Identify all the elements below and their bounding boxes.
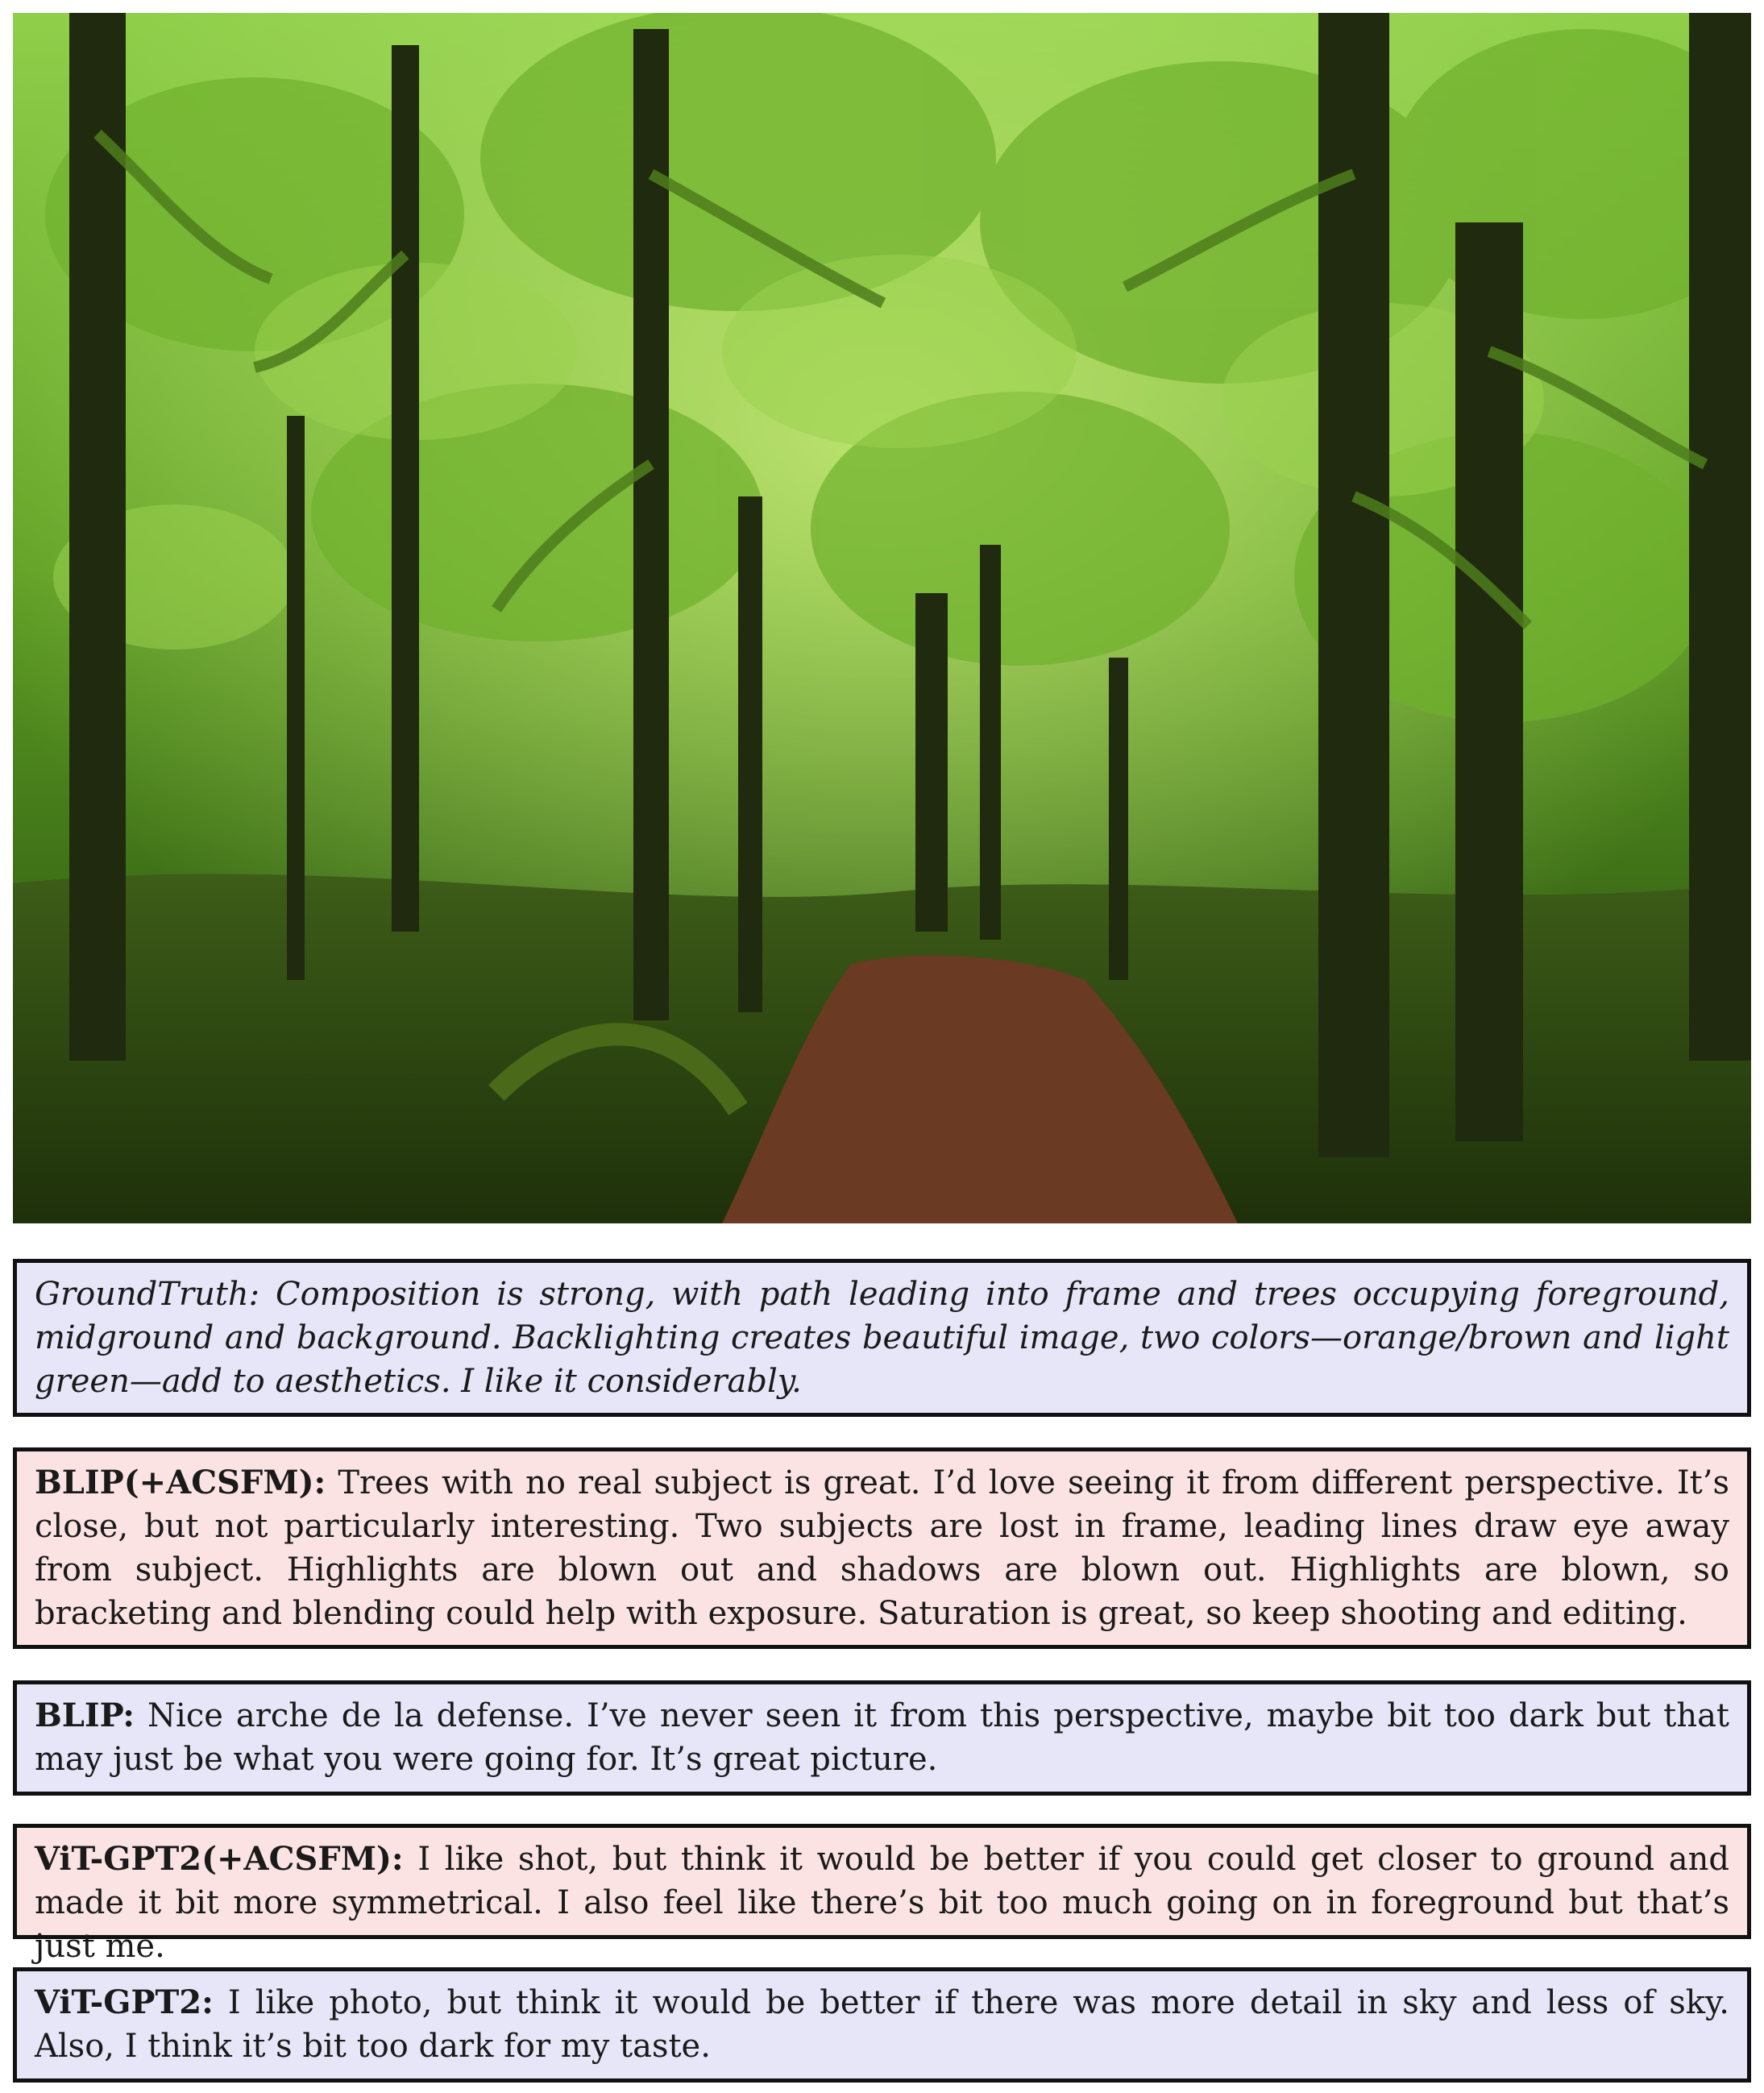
blip-acsfm-caption-text: Trees with no real subject is great. I’d love seeing it from different perspective. It’s close, but not particularly interesting. Two subjects are lost in frame, leading lines draw eye away from subject. Highlights are blown out and shadows are blown out. Highlights are blown, so bracketing and blending could help with exposure. Saturation is great, so keep shooting and editing. (35, 1464, 1729, 1632)
blip-label: BLIP: (35, 1696, 135, 1734)
ground-truth-caption-text: GroundTruth: Composition is strong, with path leading into frame and trees occupying foreground, midground and background. Backlighting creates beautiful image, two colors—orange/brown and light green—add to aesthetics. I like it considerably. (35, 1276, 1729, 1400)
vit-gpt2-acsfm-caption-text: I like shot, but think it would be better if you could get closer to ground and made it bit more symmetrical. I also feel like there’s bit too much going on in foreground but that’s just me. (35, 1841, 1729, 1965)
blip-caption-box (13, 1680, 1751, 1796)
vit-gpt2-caption-text: I like photo, but think it would be better if there was more detail in sky and less of sky. Also, I think it’s bit too dark for my taste. (35, 1984, 1729, 2065)
blip-caption-text: Nice arche de la defense. I’ve never seen it from this perspective, maybe bit too dark but that may just be what you were going for. It’s great picture. (35, 1697, 1729, 1778)
forest-illustration (13, 13, 1751, 1223)
vit-gpt2-caption-box (13, 1967, 1751, 2083)
blip-acsfm-caption-box (13, 1447, 1751, 1649)
blip-acsfm-label: BLIP(+ACSFM): (35, 1464, 326, 1501)
ground-truth-caption-box (13, 1259, 1751, 1417)
vit-gpt2-acsfm-label: ViT-GPT2(+ACSFM): (35, 1840, 404, 1878)
vit-gpt2-acsfm-caption-box (13, 1824, 1751, 1965)
mossy-forest-photo (13, 13, 1751, 1223)
vit-gpt2-label: ViT-GPT2: (35, 1983, 214, 2021)
